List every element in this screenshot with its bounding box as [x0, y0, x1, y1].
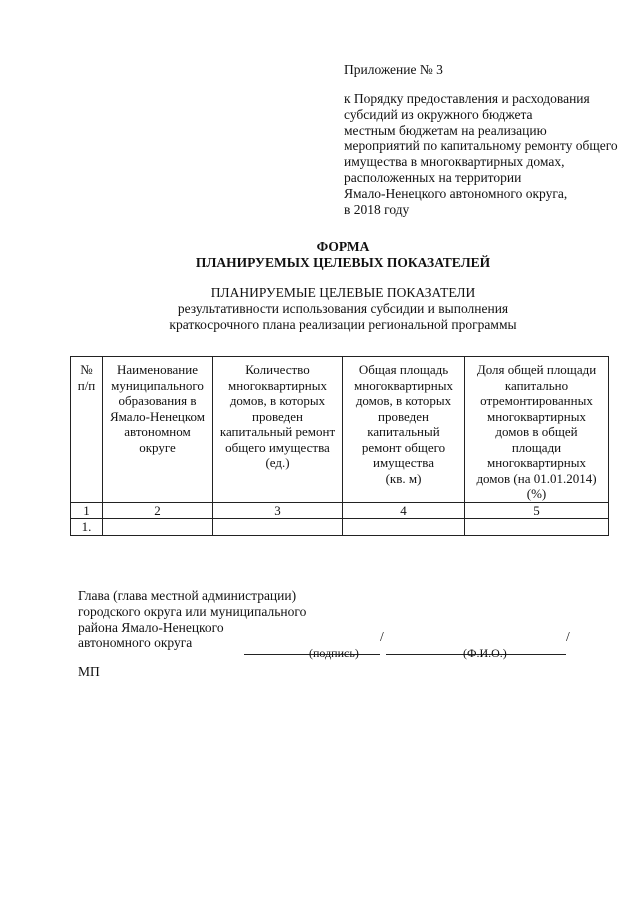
appendix-line: Ямало-Ненецкого автономного округа,	[344, 185, 568, 201]
table-header-row	[71, 357, 609, 503]
column-number: 4	[343, 502, 465, 519]
column-number: 2	[103, 502, 213, 519]
column-numbers-row	[71, 502, 609, 519]
table-cell-houses-count[interactable]	[213, 519, 343, 536]
signatory-line: Глава (глава местной администрации)	[78, 588, 297, 603]
signatory-line: района Ямало-Ненецкого	[78, 619, 224, 635]
appendix-line: расположенных на территории	[344, 169, 522, 185]
appendix-line: имущества в многоквартирных домах,	[344, 154, 565, 170]
form-title-line: ПЛАНИРУЕМЫХ ЦЕЛЕВЫХ ПОКАЗАТЕЛЕЙ	[195, 255, 491, 270]
table-cell-total-area[interactable]	[343, 519, 465, 536]
appendix-line: местным бюджетам на реализацию	[344, 122, 547, 138]
appendix-line: мероприятий по капитальному ремонту общего	[344, 138, 618, 154]
column-header-total-area: Общая площадь многоквартирных домов, в которых проведен капитальный ремонт общего имущества (кв. м)	[343, 357, 465, 503]
form-title	[0, 239, 640, 271]
stamp-place-label: МП	[78, 664, 100, 679]
section-subtitle	[0, 301, 640, 333]
form-title-line: ФОРМА	[316, 239, 370, 254]
signature-separator: /	[380, 629, 384, 644]
column-number: 3	[213, 502, 343, 519]
indicators-table	[70, 356, 609, 536]
signature-caption: (подпись)	[309, 646, 359, 660]
table-cell-municipality[interactable]	[103, 519, 213, 536]
table-cell-area-share[interactable]	[465, 519, 609, 536]
column-number: 1	[71, 502, 103, 519]
full-name-separator: /	[566, 629, 570, 644]
full-name-caption: (Ф.И.О.)	[463, 646, 507, 660]
appendix-line: субсидий из окружного бюджета	[344, 106, 533, 122]
column-header-houses-count: Количество многоквартирных домов, в которых проведен капитальный ремонт общего имущества (ед.)	[213, 357, 343, 503]
appendix-reference	[344, 91, 624, 217]
subtitle-line: результативности использования субсидии и выполнения	[177, 301, 509, 316]
column-header-municipality: Наименование муниципального образования в Ямало-Ненецком автономном округе	[103, 357, 213, 503]
appendix-title: Приложение № 3	[344, 62, 443, 77]
signatory-line: автономного округа	[78, 635, 193, 651]
column-header-area-share: Доля общей площади капитально отремонтированных многоквартирных домов в общей площади многоквартирных домов (на 01.01.2014) (%)	[465, 357, 609, 503]
table-cell-number: 1.	[71, 519, 103, 536]
column-header-number: № п/п	[71, 357, 103, 503]
appendix-line: к Порядку предоставления и расходования	[344, 91, 590, 106]
appendix-line: в 2018 году	[344, 201, 410, 217]
subtitle-line: краткосрочного плана реализации региональной программы	[169, 317, 517, 332]
table-row	[71, 519, 609, 536]
signatory-line: городского округа или муниципального	[78, 603, 307, 619]
column-number: 5	[465, 502, 609, 519]
section-heading: ПЛАНИРУЕМЫЕ ЦЕЛЕВЫЕ ПОКАЗАТЕЛИ	[210, 285, 476, 300]
